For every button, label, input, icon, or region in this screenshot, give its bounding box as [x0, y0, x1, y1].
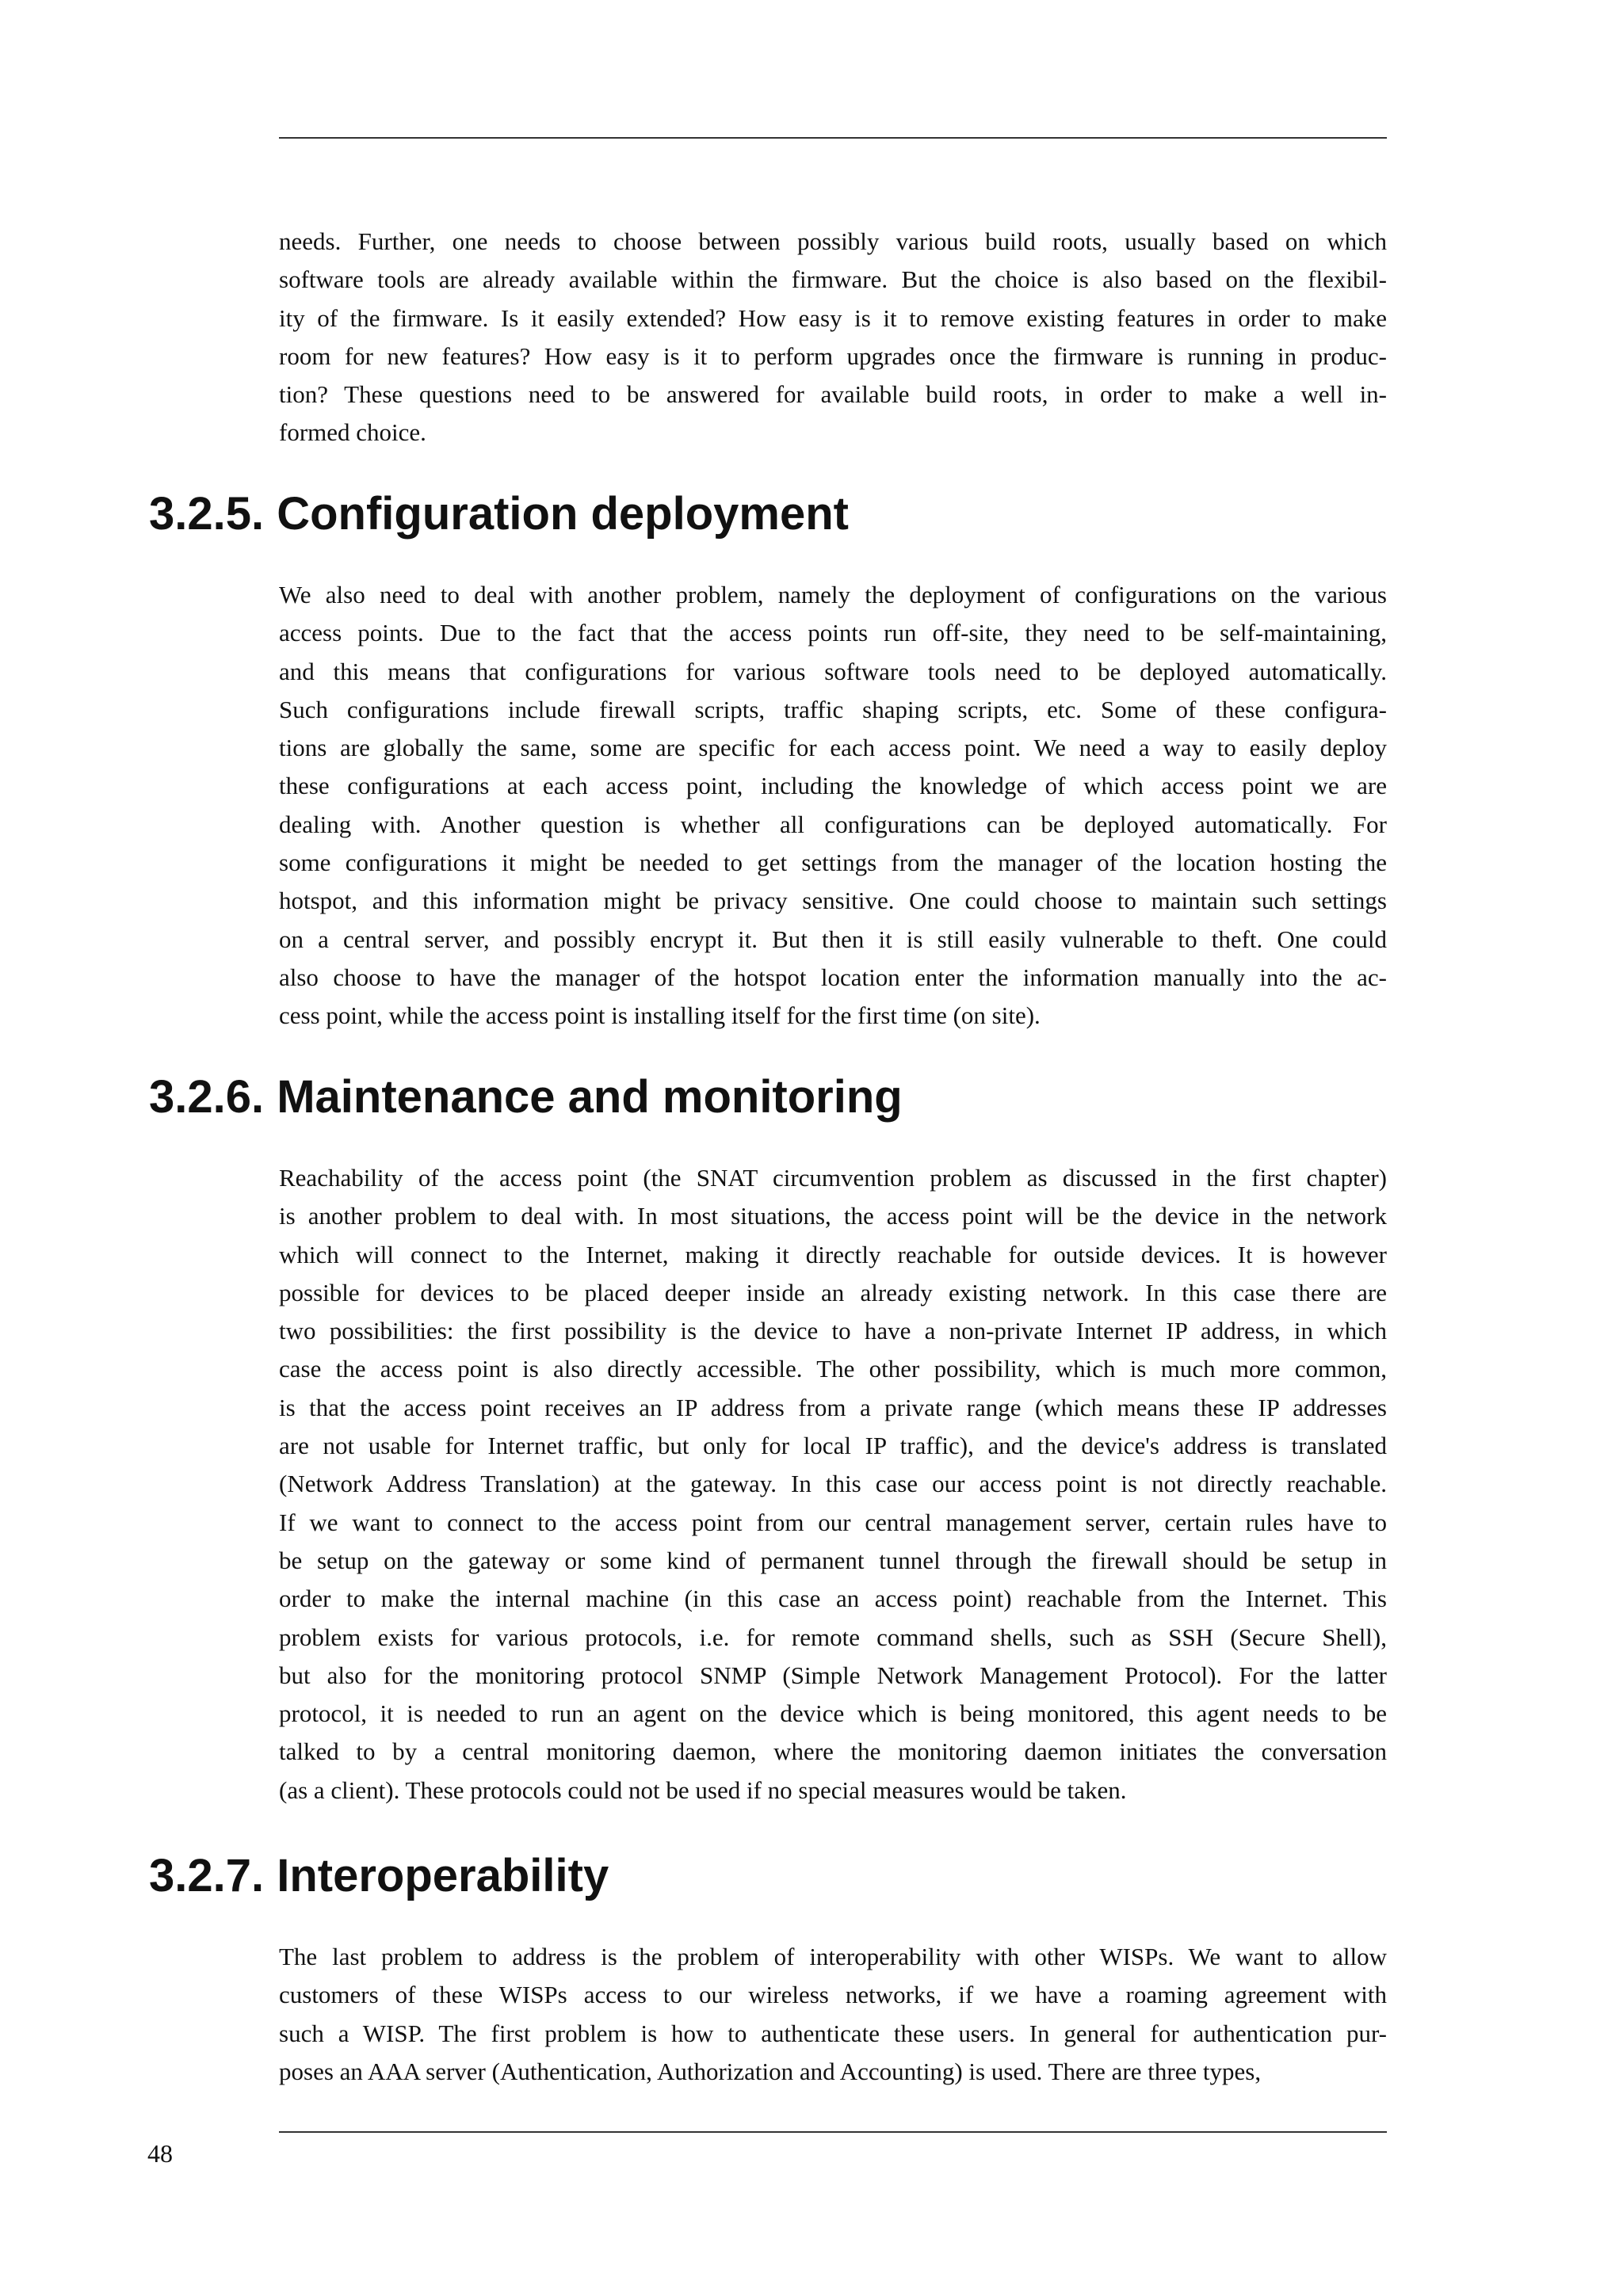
section-heading-configuration-deployment: 3.2.5. Configuration deployment [149, 488, 849, 540]
text-line: but also for the monitoring protocol SNMP (Simple Network Management Protocol). For the latter [279, 1661, 1387, 1689]
text-line: The last problem to address is the problem of interoperability with other WISPs. We want to allow [279, 1943, 1387, 1970]
text-line: two possibilities: the first possibility is the device to have a non-private Internet IP address, in which [279, 1317, 1387, 1345]
paragraph-maintenance-monitoring [279, 1159, 1387, 1810]
text-line: formed choice. [279, 418, 426, 447]
text-line: these configurations at each access point, including the knowledge of which access point we are [279, 772, 1387, 800]
text-line: tion? These questions need to be answered for available build roots, in order to make a well in- [279, 380, 1387, 409]
page-number: 48 [147, 2139, 173, 2168]
text-line: problem exists for various protocols, i.e. for remote command shells, such as SSH (Secure Shell), [279, 1623, 1387, 1651]
text-line: needs. Further, one needs to choose between possibly various build roots, usually based on which [279, 227, 1387, 255]
text-line: ity of the firmware. Is it easily extended? How easy is it to remove existing features in order to make [279, 303, 1387, 332]
text-line: If we want to connect to the access point from our central management server, certain rules have to [279, 1508, 1387, 1536]
text-line: cess point, while the access point is installing itself for the first time (on site). [279, 1001, 1041, 1030]
text-line: is that the access point receives an IP address from a private range (which means these IP addresses [279, 1393, 1387, 1421]
text-line: We also need to deal with another problem, namely the deployment of configurations on the various [279, 581, 1387, 608]
text-line: tions are globally the same, some are specific for each access point. We need a way to easily deploy [279, 734, 1387, 762]
text-line: possible for devices to be placed deeper inside an already existing network. In this case there are [279, 1278, 1387, 1306]
paragraph-intro [279, 223, 1387, 452]
text-line: some configurations it might be needed to get settings from the manager of the location hosting the [279, 849, 1387, 877]
text-line: and this means that configurations for various software tools need to be deployed automatically. [279, 657, 1387, 685]
text-line: talked to by a central monitoring daemon, where the monitoring daemon initiates the conversation [279, 1737, 1387, 1766]
text-line: also choose to have the manager of the hotspot location enter the information manually into the ac- [279, 963, 1387, 991]
paragraph-interoperability [279, 1938, 1387, 2091]
text-line: room for new features? How easy is it to perform upgrades once the firmware is running in produc- [279, 341, 1387, 370]
text-line: (Network Address Translation) at the gateway. In this case our access point is not directly reachable. [279, 1470, 1387, 1498]
text-line: access points. Due to the fact that the access points run off-site, they need to be self-maintaining, [279, 619, 1387, 647]
text-line: are not usable for Internet traffic, but only for local IP traffic), and the device's address is translated [279, 1432, 1387, 1460]
text-line: Such configurations include firewall scripts, traffic shaping scripts, etc. Some of these configura- [279, 695, 1387, 723]
section-heading-maintenance-monitoring: 3.2.6. Maintenance and monitoring [149, 1071, 903, 1123]
text-line: order to make the internal machine (in this case an access point) reachable from the Internet. This [279, 1585, 1387, 1613]
text-line: case the access point is also directly accessible. The other possibility, which is much more common, [279, 1355, 1387, 1383]
text-line: dealing with. Another question is whether all configurations can be deployed automatically. For [279, 810, 1387, 838]
footer-rule [279, 2131, 1387, 2133]
text-line: on a central server, and possibly encrypt it. But then it is still easily vulnerable to theft. One could [279, 925, 1387, 953]
header-rule [279, 137, 1387, 139]
text-line: which will connect to the Internet, making it directly reachable for outside devices. It is however [279, 1240, 1387, 1268]
section-heading-interoperability: 3.2.7. Interoperability [149, 1850, 609, 1901]
text-line: Reachability of the access point (the SNAT circumvention problem as discussed in the first chapter) [279, 1164, 1387, 1192]
text-line: such a WISP. The first problem is how to authenticate these users. In general for authentication pur- [279, 2019, 1387, 2047]
text-line: (as a client). These protocols could not be used if no special measures would be taken. [279, 1775, 1127, 1804]
text-line: be setup on the gateway or some kind of permanent tunnel through the firewall should be setup in [279, 1546, 1387, 1574]
text-line: protocol, it is needed to run an agent on the device which is being monitored, this agent needs to be [279, 1699, 1387, 1728]
paragraph-configuration-deployment [279, 576, 1387, 1035]
text-line: hotspot, and this information might be privacy sensitive. One could choose to maintain such settings [279, 887, 1387, 915]
text-line: poses an AAA server (Authentication, Authorization and Accounting) is used. There are three types, [279, 2057, 1262, 2085]
text-line: customers of these WISPs access to our wireless networks, if we have a roaming agreement with [279, 1981, 1387, 2009]
text-line: software tools are already available within the firmware. But the choice is also based on the flexibil- [279, 265, 1387, 294]
text-line: is another problem to deal with. In most situations, the access point will be the device in the network [279, 1202, 1387, 1230]
